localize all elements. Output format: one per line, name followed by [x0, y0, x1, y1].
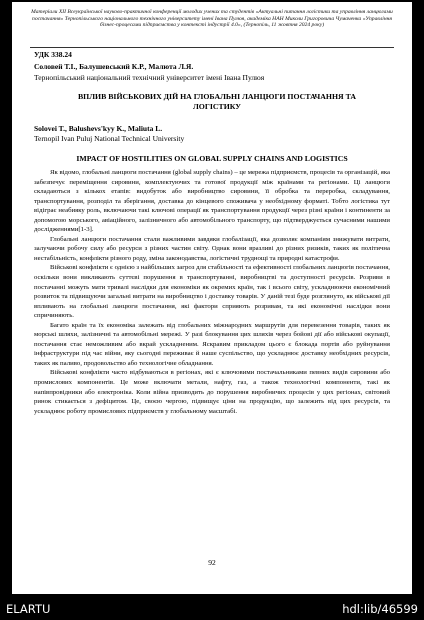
paragraph: Військові конфлікти часто відбуваються в регіонах, які є ключовими постачальниками певних видів сировини або промислових компонентів. Це може включати метали, нафту, газ, а також технологічні компоненти, такі як напівпровідники або електроніка. Коли війна призводить до порушення виробничих процесів у цих регіонах, світовий ринок стикається з дефіцитом. Це, своєю чергою, підвищує ціни на продукцію, що залежить від цих ресурсів, та ускладнює роботу промислових підприємств у глобальному масштабі.	[34, 369, 390, 415]
page-number: 92	[208, 558, 216, 567]
title-ukrainian: ВПЛИВ ВІЙСЬКОВИХ ДІЙ НА ГЛОБАЛЬНІ ЛАНЦЮГИ ПОСТАЧАННЯ ТА ЛОГІСТИКУ	[77, 92, 357, 111]
affiliation-ukrainian: Тернопільський національний технічний університет імені Івана Пулюя	[34, 73, 265, 82]
paragraph: Як відомо, глобальні ланцюги постачання (global supply chains) – це мережа підприємств, процесів та організацій, яка забезпечує переміщення сировини, комплектуючих та готової продукції між країнами та регіонами. Ці ланцюги складаються з кількох етапів: видобуток або виробництво сировини, її обробка та переробка, складування, транспортування, розподіл та зберігання, доставка до кінцевого споживача у необхідному форматі. Тобто логістика тут відіграє неабияку роль, включаючи такі ключові операції як транспортування продукції через різні країни і континенти за допомогою морського, авіаційного, залізничного або автомобільного транспорту, що підтверджується сучасними нашими дослідженнями[1-3].	[34, 169, 390, 234]
authors-english: Solovei T., Balushevs'kyy K., Maliuta L.	[34, 124, 163, 133]
authors-ukrainian: Соловей Т.І., Балушевський К.Р., Малюта Л.Я.	[34, 62, 194, 71]
paragraph: Військові конфлікти є однією з найбільших загроз для стабільності та ефективності глобальних ланцюгів постачання, оскільки вони викликають суттєві порушення в транспортуванні, виробництві та доступності ресурсів. Розриви в постачанні можуть мати тривалі наслідки для економіки як окремих країн, так і всього світу, ускладнюючи економічний розвиток та підвищуючи загальні витрати на виробництво і доставку товарів. У даній тезі буде розглянуто, як військові дії впливають на глобальні ланцюги постачання, які фактори сприяють розривам, та які економічні наслідки вони спричиняють.	[34, 264, 390, 320]
body-text	[34, 168, 390, 416]
repository-label: ELARTU	[6, 602, 51, 616]
viewer-footer-bar	[0, 598, 424, 620]
paragraph: Глобальні ланцюги постачання стали важливими завдяки глобалізації, яка дозволяє компаніям знижувати витрати, залучаючи робочу силу або ресурси з різних частин світу. Однак вони вразливі до різних ризиків, таких як політична нестабільність, конфлікти різного роду, зміна законодавства, логістичні труднощі та природні катастрофи.	[34, 235, 390, 262]
affiliation-english: Ternopil Ivan Puluj National Technical University	[34, 134, 185, 143]
document-page	[12, 2, 412, 594]
header-divider	[30, 47, 394, 48]
title-english: IMPACT OF HOSTILITIES ON GLOBAL SUPPLY CHAINS AND LOGISTICS	[76, 154, 348, 163]
handle-label: hdl:lib/46599	[342, 602, 418, 616]
udk-code: УДК 338.24	[34, 50, 72, 59]
paragraph: Багато країн та їх економіка залежать від глобальних міжнародних маршрутів для перевезення товарів, таких як морські шляхи, залізничні та автомобільні мережі. У разі блокування цих шляхів через бойові дії або військові окупації, постачання стає неможливим або вкрай ускладненим. Яскравим прикладом цього є блокада портів або руйнування інфраструктури під час війни, яку сьогодні переживає й наше суспільство, що ускладнює доставку необхідних ресурсів, таких як паливо, продовольство або технологічне обладнання.	[34, 321, 390, 367]
conference-header: Матеріали ХІІ Всеукраїнської науково-практичної конференції молодих учених та студентів «Актуальні питання логістики та управління ланцюгами постачання» Тернопільського національного технічного університету імені Івана Пулюя, академіка НАН Миколи Григоровича Чумаченка «Управління бізнес-процесами підприємства у контексті індустрії 4.0», (Тернопіль, 11 жовтня 2024 року)	[31, 9, 393, 29]
